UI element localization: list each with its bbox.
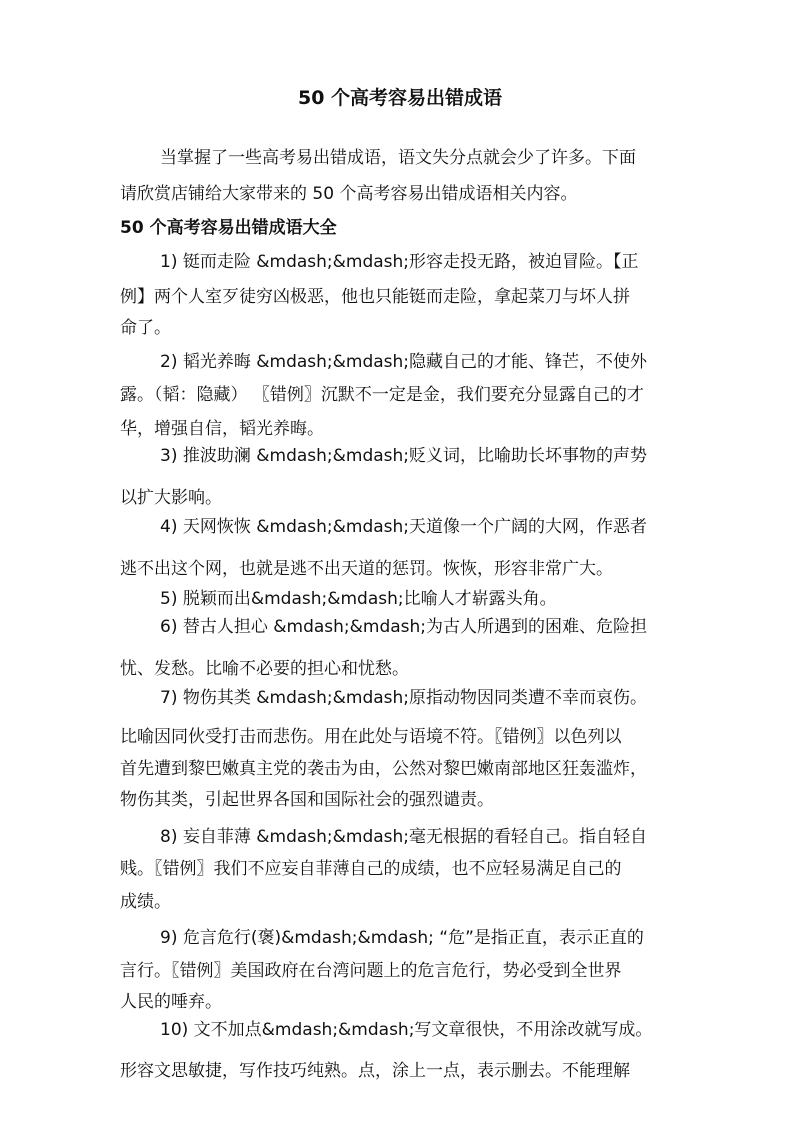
idiom-entry-line: 贱。〖错例〗我们不应妄自菲薄自己的成绩，也不应轻易满足自己的 — [120, 859, 622, 879]
idiom-entry-line: 露。（韬：隐藏） 〖错例〗沉默不一定是金，我们要充分显露自己的才 — [120, 385, 644, 405]
idiom-entry-line: 形容文思敏捷，写作技巧纯熟。点，涂上一点，表示删去。不能理解 — [120, 1061, 630, 1081]
idiom-entry-line: 8) 妄自菲薄 &mdash;&mdash;毫无根据的看轻自己。指自轻自 — [160, 827, 648, 847]
idiom-entry-line: 4) 天网恢恢 &mdash;&mdash;天道像一个广阔的大网，作恶者 — [160, 517, 648, 537]
idiom-entry-line: 6) 替古人担心 &mdash;&mdash;为古人所遇到的困难、危险担 — [160, 617, 648, 637]
idiom-entry-line: 2) 韬光养晦 &mdash;&mdash;隐藏自己的才能、锋芒，不使外 — [160, 352, 648, 372]
idiom-entry-line: 例】两个人室歹徒穷凶极恶，他也只能铤而走险，拿起菜刀与坏人拼 — [120, 287, 630, 307]
idiom-entry-line: 华，增强自信，韬光养晦。 — [120, 419, 324, 439]
idiom-entry-line: 以扩大影响。 — [120, 488, 222, 508]
idiom-entry-line: 言行。〖错例〗美国政府在台湾问题上的危言危行，势必受到全世界 — [120, 961, 622, 981]
idiom-entry-line: 10) 文不加点&mdash;&mdash;写文章很快，不用涂改就写成。 — [160, 1020, 653, 1040]
idiom-entry-line: 逃不出这个网，也就是逃不出天道的惩罚。恢恢，形容非常广大。 — [120, 559, 613, 579]
intro-line: 请欣赏店铺给大家带来的 50 个高考容易出错成语相关内容。 — [120, 184, 578, 204]
idiom-entry-line: 比喻因同伙受打击而悲伤。用在此处与语境不符。〖错例〗以色列以 — [120, 727, 622, 747]
idiom-entry-line: 7) 物伤其类 &mdash;&mdash;原指动物因同类遭不幸而哀伤。 — [160, 688, 648, 708]
idiom-entry-line: 人民的唾弃。 — [120, 992, 222, 1012]
section-heading: 50 个高考容易出错成语大全 — [120, 218, 337, 238]
idiom-entry-line: 忧、发愁。比喻不必要的担心和忧愁。 — [120, 659, 409, 679]
idiom-entry-line: 9) 危言危行(褒)&mdash;&mdash; “危”是指正直，表示正直的 — [160, 928, 644, 948]
idiom-entry-line: 5) 脱颖而出&mdash;&mdash;比喻人才崭露头角。 — [160, 589, 557, 609]
idiom-entry-line: 1) 铤而走险 &mdash;&mdash;形容走投无路，被迫冒险。【正 — [160, 252, 639, 272]
idiom-entry-line: 3) 推波助澜 &mdash;&mdash;贬义词，比喻助长坏事物的声势 — [160, 446, 648, 466]
document-title: 50 个高考容易出错成语 — [297, 87, 503, 109]
idiom-entry-line: 命了。 — [120, 318, 171, 338]
intro-line: 当掌握了一些高考易出错成语，语文失分点就会少了许多。下面 — [160, 148, 636, 168]
idiom-entry-line: 物伤其类，引起世界各国和国际社会的强烈谴责。 — [120, 790, 494, 810]
idiom-entry-line: 首先遭到黎巴嫩真主党的袭击为由，公然对黎巴嫩南部地区狂轰滥炸， — [120, 759, 647, 779]
idiom-entry-line: 成绩。 — [120, 892, 171, 912]
